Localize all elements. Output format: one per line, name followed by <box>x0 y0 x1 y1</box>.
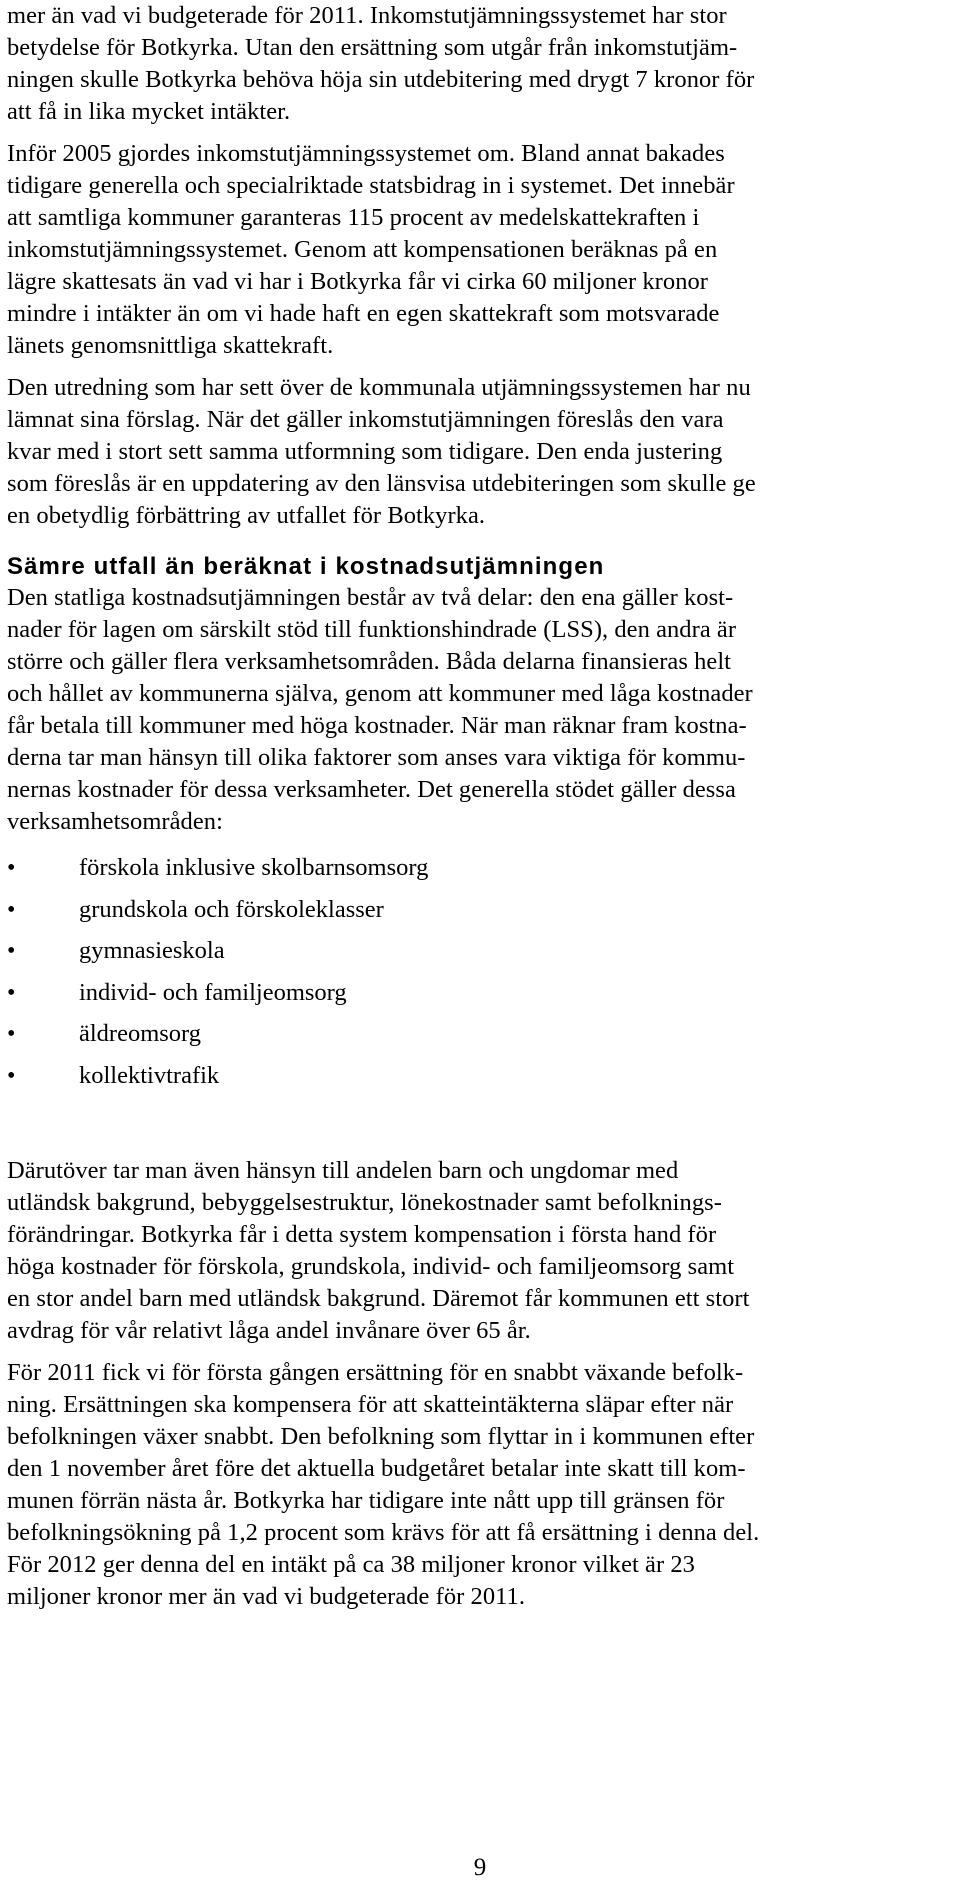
text-line: avdrag för vår relativt låga andel invånare över 65 år. <box>7 1317 531 1344</box>
text-line: befolkningsökning på 1,2 procent som krävs för att få ersättning i denna del. <box>7 1519 760 1546</box>
text-line: För 2012 ger denna del en intäkt på ca 38 miljoner kronor vilket är 23 <box>7 1551 695 1578</box>
text-line: och hållet av kommunerna själva, genom att kommuner med låga kostnader <box>7 680 753 707</box>
list-item-text: gymnasieskola <box>79 937 225 964</box>
text-line: att få in lika mycket intäkter. <box>7 98 291 125</box>
text-line: För 2011 fick vi för första gången ersättning för en snabbt växande befolk- <box>7 1359 744 1386</box>
text-line: tidigare generella och specialriktade statsbidrag in i systemet. Det innebär <box>7 172 735 199</box>
list-item <box>7 894 953 936</box>
text-line: den 1 november året före det aktuella budgetåret betalar inte skatt till kom- <box>7 1455 746 1482</box>
text-line: nader för lagen om särskilt stöd till funktionshindrade (LSS), den andra är <box>7 616 737 643</box>
paragraph-1 <box>7 0 953 128</box>
text-line: ning. Ersättningen ska kompensera för att skatteintäkterna släpar efter när <box>7 1391 734 1418</box>
text-line: munen förrän nästa år. Botkyrka har tidigare inte nått upp till gränsen för <box>7 1487 725 1514</box>
text-line: lämnat sina förslag. När det gäller inkomstutjämningen föreslås den vara <box>7 406 724 433</box>
text-line: får betala till kommuner med höga kostnader. När man räknar fram kostna- <box>7 712 747 739</box>
text-line: inkomstutjämningssystemet. Genom att kompensationen beräknas på en <box>7 236 718 263</box>
text-line: höga kostnader för förskola, grundskola, individ- och familjeomsorg samt <box>7 1253 735 1280</box>
text-line: en stor andel barn med utländsk bakgrund. Däremot får kommunen ett stort <box>7 1285 750 1312</box>
text-line: större och gäller flera verksamhetsområden. Båda delarna finansieras helt <box>7 648 732 675</box>
page-number: 9 <box>473 1854 487 1881</box>
text-line: befolkningen växer snabbt. Den befolkning som flyttar in i kommunen efter <box>7 1423 755 1450</box>
text-line: kvar med i stort sett samma utformning som tidigare. Den enda justering <box>7 438 723 465</box>
text-line: länets genomsnittliga skattekraft. <box>7 332 334 359</box>
text-line: betydelse för Botkyrka. Utan den ersättning som utgår från inkomstutjäm- <box>7 34 738 61</box>
paragraph-4 <box>7 582 953 838</box>
bullet-icon: • <box>7 896 16 923</box>
bullet-icon: • <box>7 855 16 881</box>
paragraph-5 <box>7 1155 953 1347</box>
paragraph-2 <box>7 138 953 362</box>
text-line: Den utredning som har sett över de kommunala utjämningssystemen har nu <box>7 374 751 401</box>
text-line: förändringar. Botkyrka får i detta system kompensation i första hand för <box>7 1221 717 1248</box>
bullet-icon: • <box>7 979 16 1006</box>
text-line: nernas kostnader för dessa verksamheter. Det generella stödet gäller dessa <box>7 776 736 803</box>
text-line: att samtliga kommuner garanteras 115 procent av medelskattekraften i <box>7 204 700 231</box>
list-item-text: individ- och familjeomsorg <box>79 978 347 1006</box>
text-line: en obetydlig förbättring av utfallet för Botkyrka. <box>7 502 486 529</box>
text-line: som föreslås är en uppdatering av den länsvisa utdebiteringen som skulle ge <box>7 470 756 497</box>
list-item-text: grundskola och förskoleklasser <box>79 895 384 923</box>
list-item <box>7 1060 953 1102</box>
text-line: verksamhetsområden: <box>7 808 223 835</box>
bullet-list <box>7 852 953 1101</box>
text-line: derna tar man hänsyn till olika faktorer som anses vara viktiga för kommu- <box>7 744 746 771</box>
text-line: Den statliga kostnadsutjämningen består av två delar: den ena gäller kost- <box>7 584 734 611</box>
bullet-icon: • <box>7 1021 16 1047</box>
text-line: ningen skulle Botkyrka behöva höja sin utdebitering med drygt 7 kronor för <box>7 66 755 93</box>
text-line: utländsk bakgrund, bebyggelsestruktur, lönekostnader samt befolknings- <box>7 1189 722 1216</box>
paragraph-6 <box>7 1357 953 1613</box>
document-page <box>7 0 953 1613</box>
section-heading: Sämre utfall än beräknat i kostnadsutjämningen <box>7 553 605 580</box>
text-line: Inför 2005 gjordes inkomstutjämningssystemet om. Bland annat bakades <box>7 140 725 167</box>
bullet-icon: • <box>7 1062 16 1089</box>
text-line: mer än vad vi budgeterade för 2011. Inkomstutjämningssystemet har stor <box>7 2 727 29</box>
text-line: miljoner kronor mer än vad vi budgeterade för 2011. <box>7 1583 526 1610</box>
bullet-icon: • <box>7 938 16 964</box>
list-item-text: kollektivtrafik <box>79 1061 220 1089</box>
list-item <box>7 852 953 894</box>
text-line: Därutöver tar man även hänsyn till andelen barn och ungdomar med <box>7 1157 679 1184</box>
list-item <box>7 935 953 977</box>
text-line: mindre i intäkter än om vi hade haft en egen skattekraft som motsvarade <box>7 300 720 327</box>
list-item-text: äldreomsorg <box>79 1020 202 1047</box>
list-item <box>7 977 953 1019</box>
paragraph-3 <box>7 372 953 532</box>
text-line: lägre skattesats än vad vi har i Botkyrka får vi cirka 60 miljoner kronor <box>7 268 709 295</box>
list-item-text: förskola inklusive skolbarnsomsorg <box>79 854 429 881</box>
list-item <box>7 1018 953 1060</box>
